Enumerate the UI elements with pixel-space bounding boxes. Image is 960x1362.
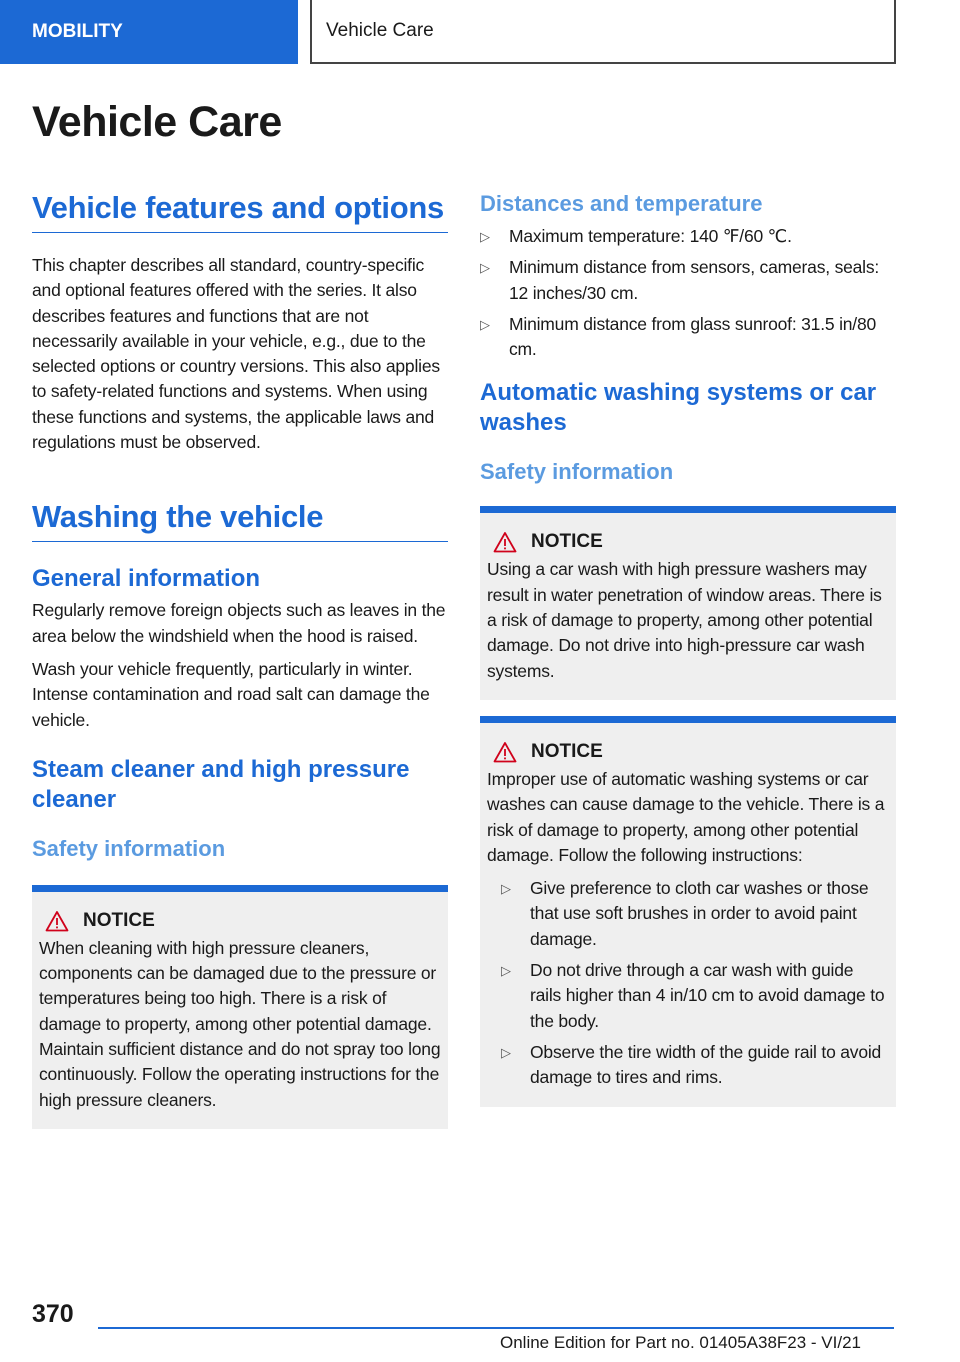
notice-label: NOTICE — [531, 531, 603, 553]
section-tab-label: MOBILITY — [32, 21, 123, 42]
list-item-text: Give preference to cloth car washes or those that use soft brushes in order to avoid paint damage. — [530, 878, 869, 949]
features-paragraph: This chapter describes all standard, country-specific and optional features offered with the series. It also describes features and functions that are not necessarily available in your vehicle, e.g., due to the selected options or country versions. This also applies to safety-related functions and systems. When using these functions and systems, the applicable laws and regulations must be observed. — [32, 255, 440, 453]
list-item-text: Do not drive through a car wash with guide rails higher than 4 in/10 cm to avoid damage to the body. — [530, 960, 885, 1031]
right-column — [480, 190, 896, 1107]
triangle-right-outline-icon: ▷ — [501, 963, 511, 979]
warning-triangle-icon — [493, 531, 517, 553]
distances-heading: Distances and temperature — [480, 191, 763, 216]
left-column — [32, 190, 448, 1129]
notice-label: NOTICE — [531, 740, 603, 762]
list-item-text: Maximum temperature: 140 ℉/60 ℃. — [509, 226, 792, 246]
triangle-right-outline-icon: ▷ — [480, 260, 490, 276]
notice-text: When cleaning with high pressure cleaners, components can be damaged due to the pressure or temperatures being too high. There is a risk of damage to property, among other potential damage. Maintain sufficient distance and do not spray too long continuously. Follow the operating instructions for the high pressure cleaners. — [39, 937, 441, 1110]
triangle-right-outline-icon: ▷ — [480, 229, 490, 244]
chapter-header-title: Vehicle Care — [326, 20, 434, 41]
page-title: Vehicle Care — [32, 98, 282, 146]
washing-heading: Washing the vehicle — [32, 499, 448, 542]
automatic-washing-heading: Automatic washing systems or car washes — [480, 379, 877, 437]
notice-label: NOTICE — [83, 909, 155, 931]
distances-list — [480, 224, 896, 362]
section-tab — [0, 0, 298, 64]
notice-instructions-list — [501, 876, 889, 1090]
list-item — [480, 255, 896, 306]
list-item-text: Minimum distance from sensors, cameras, seals: 12 inches/30 cm. — [509, 257, 880, 303]
steam-cleaner-heading: Steam cleaner and high pressure cleaner — [32, 755, 410, 813]
safety-info-heading-left: Safety information — [32, 835, 226, 861]
notice-text: Using a car wash with high pressure washers may result in water penetration of window areas. There is a risk of damage to property, among other potential damage. Do not drive into high-pressure car wash systems. — [487, 559, 882, 681]
notice-box-high-pressure — [32, 885, 448, 1129]
warning-triangle-icon — [493, 741, 517, 763]
notice-header — [493, 531, 889, 553]
notice-header — [493, 741, 889, 763]
list-item — [480, 224, 896, 249]
list-item-text: Observe the tire width of the guide rail to avoid damage to tires and rims. — [530, 1041, 882, 1088]
chapter-header — [310, 0, 896, 64]
notice-header — [45, 910, 441, 932]
list-item — [501, 876, 889, 952]
list-item — [501, 1040, 889, 1091]
list-item — [501, 958, 889, 1034]
notice-box-high-pressure-washers — [480, 506, 896, 699]
list-item-text: Minimum distance from glass sunroof: 31.5 in/80 cm. — [509, 313, 877, 360]
features-heading: Vehicle features and options — [32, 190, 448, 233]
warning-triangle-icon — [45, 910, 69, 932]
footer-divider — [98, 1327, 894, 1329]
safety-info-heading-right: Safety information — [480, 459, 674, 485]
notice-box-automatic-washing — [480, 716, 896, 1107]
list-item — [480, 312, 896, 363]
page-number: 370 — [32, 1300, 74, 1328]
triangle-right-outline-icon: ▷ — [501, 1044, 511, 1060]
general-info-paragraph-2: Wash your vehicle frequently, particularly in winter. Intense contamination and road salt can damage the vehicle. — [32, 658, 430, 730]
general-info-heading: General information — [32, 565, 261, 593]
general-info-paragraph-1: Regularly remove foreign objects such as leaves in the area below the windshield when the hood is raised. — [32, 600, 446, 646]
triangle-right-outline-icon: ▷ — [480, 316, 490, 332]
footer-edition-text: Online Edition for Part no. 01405A38F23 - VI/21 — [500, 1333, 862, 1352]
triangle-right-outline-icon: ▷ — [501, 881, 511, 897]
notice-text: Improper use of automatic washing systems or car washes can cause damage to the vehicle. There is a risk of damage to property, among other potential damage. Follow the following instructions: — [487, 768, 885, 865]
